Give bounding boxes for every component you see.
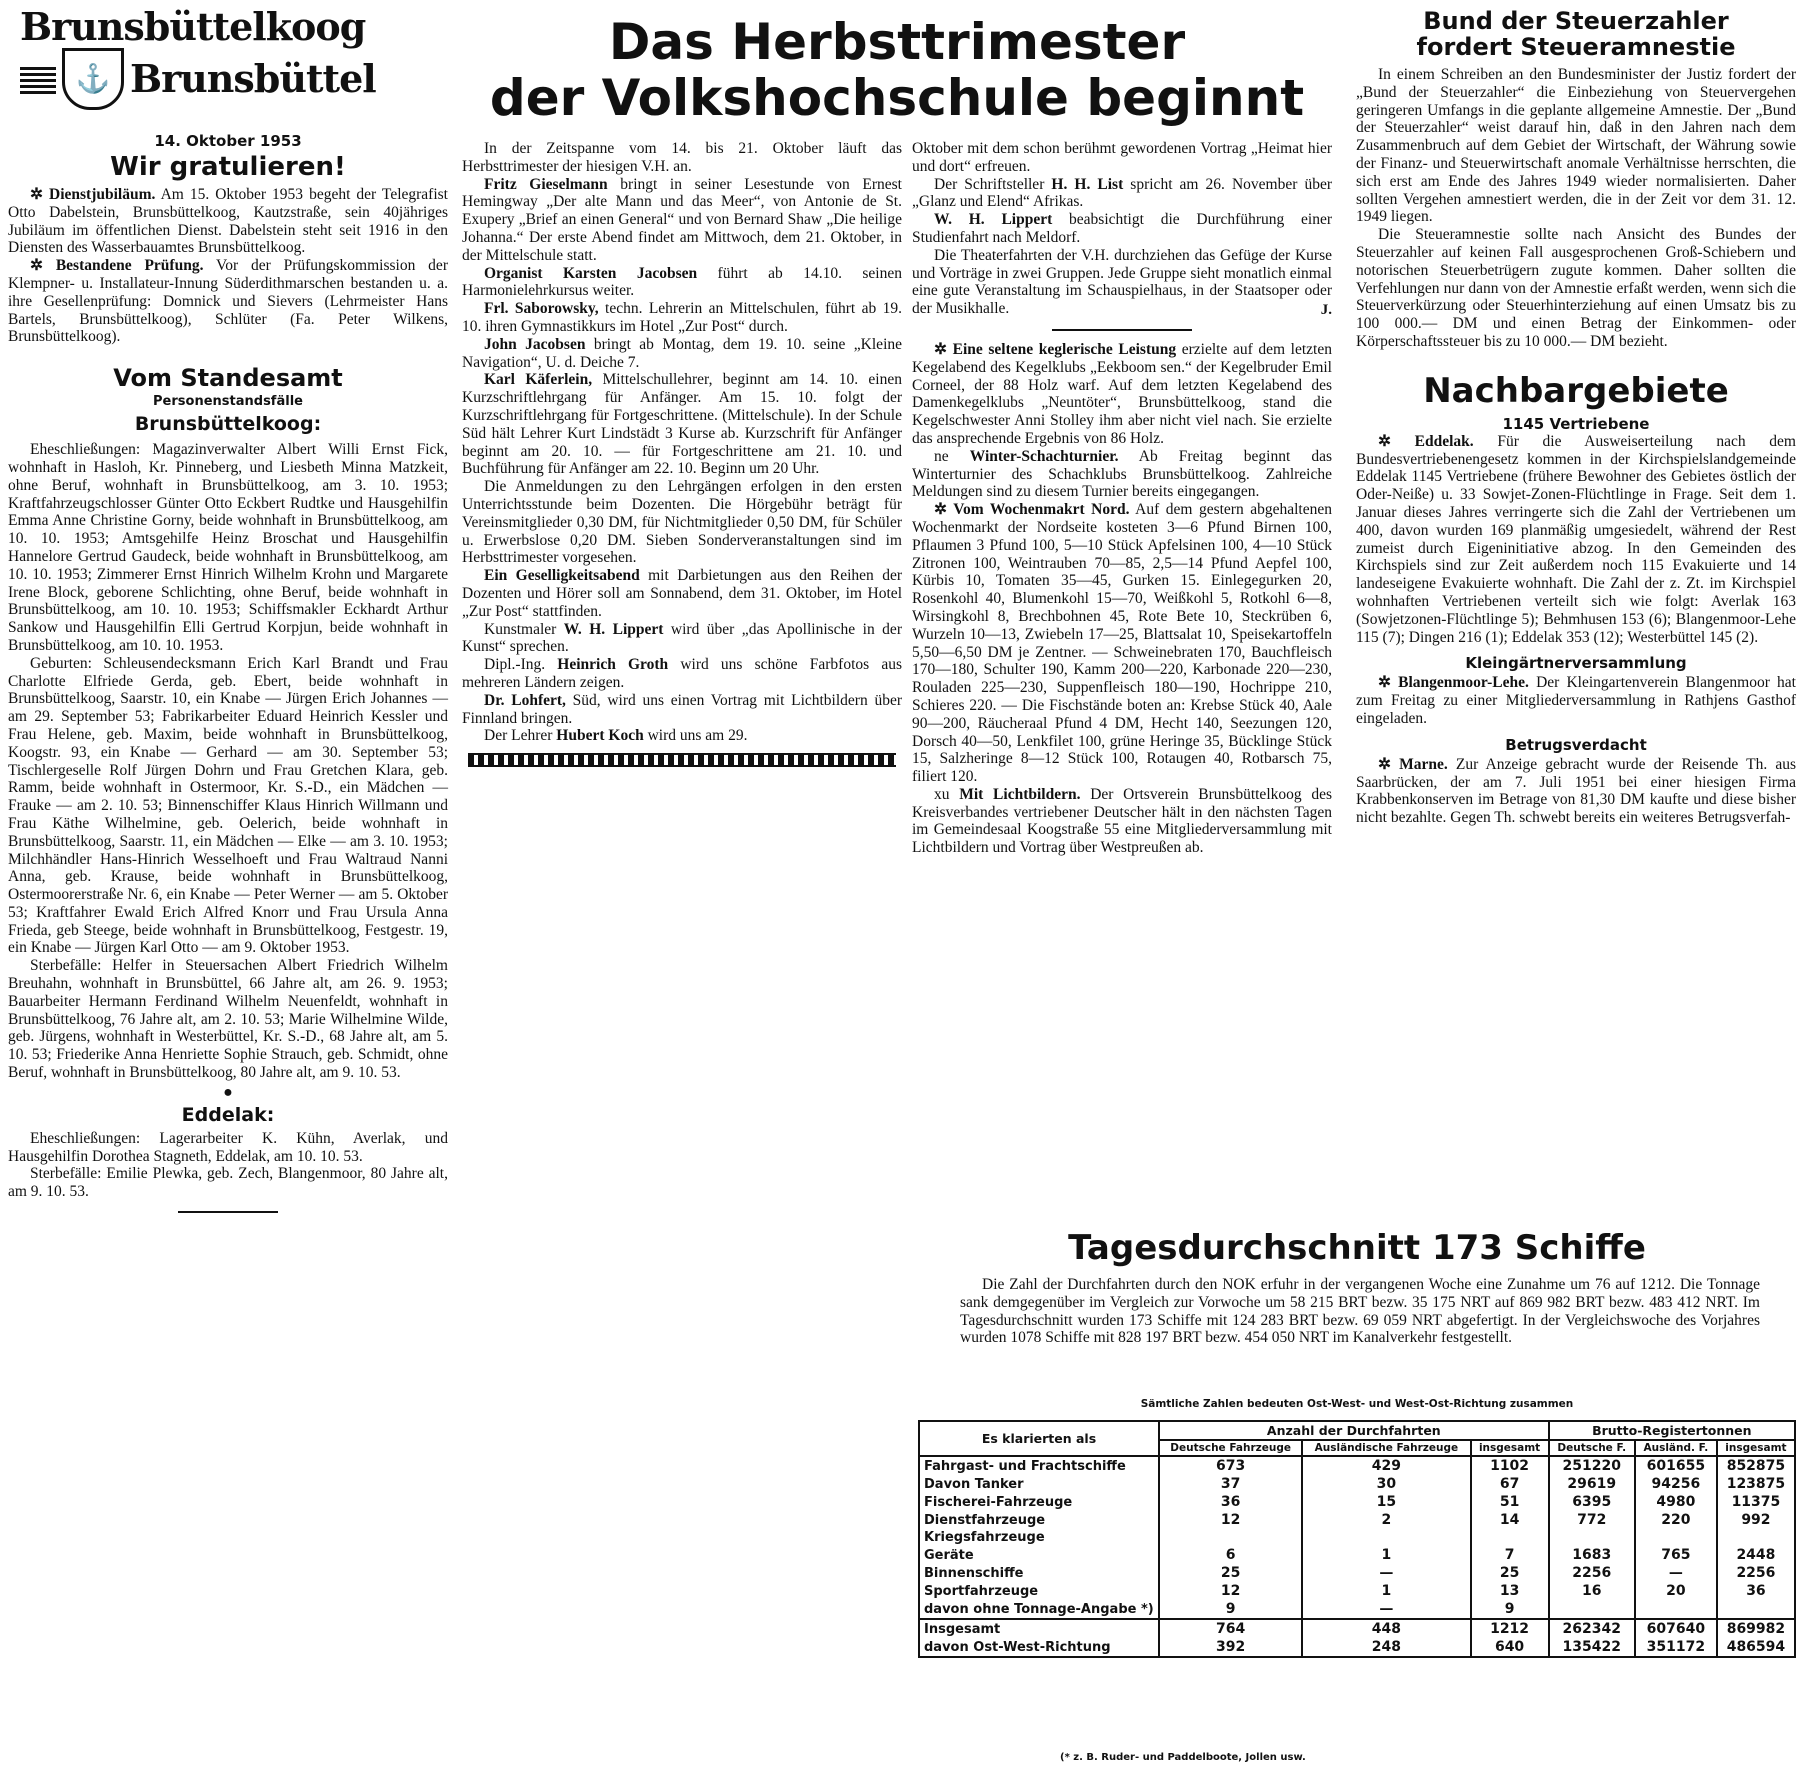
table-cell: 869982 bbox=[1717, 1619, 1795, 1638]
ornamental-divider bbox=[468, 753, 896, 767]
column-vhs bbox=[462, 140, 902, 775]
table-cell: 220 bbox=[1635, 1511, 1717, 1529]
vhs-koch: Der Lehrer Hubert Koch wird uns am 29. bbox=[484, 727, 748, 745]
subhead-personenstand: Personenstandsfälle bbox=[153, 394, 303, 410]
column-local-news: 14. Oktober 1953 Wir gratulieren! ✲ Dienstjubiläum. Am 15. Oktober 1953 begeht der Telegrafist Otto Dabelstein, Brunsbüttelkoog, Kautzstraße, sein 40jähriges Jubiläum im öffentlichen Dienst. Dabelstein steht seit 1916 in den Diensten des Wasserbauamtes Brunsbüttelkoog. ✲ Bestandene Prüfung. Vor der Prüfungskommission der Klempner- u. Installateur-Innung Süderdithmarschen bestanden u. a. ihre Gesellenprüfung: Domnick und Sievers (Lehrmeister Hans Bartels, Brunsbüttelkoog), Schlüter (Fa. Peter Wilkens, Brunsbüttelkoog). Vom Standesamt Personenstandsfälle Brunsbüttelkoog: Eheschließungen: Magazinverwalter Albert Willi Ernst Fick, wohnhaft in Hasloh, Kr. Pinneberg, und Liesbeth Minna Matzkeit, ohne Beruf, wohnhaft in Brunsbüttelkoog, am 3. 10. 1953; Kraftfahrzeugschlosser Günter Otto Eckbert Rudtke und Hausgehilfin Emma Anne Christine Gorny, beide wohnhaft in Brunsbüttelkoog, am 10. 10. 1953; Amtsgehilfe Heinz Broschat und Hausgehilfin Hannelore Gertrud Gaudeck, beide wohnhaft in Brunsbüttelkoog, am 10. 10. 1953; Zimmerer Ernst Hinrich Wilhelm Krohn und Margarete Irene Block, geborene Schlichting, ohne Beruf, beide wohnhaft in Brunsbüttelkoog, am 10. 10. 1953; Schiffsmakler Eckhardt Arthur Sankow und Hausgehilfin Elli Gertrud Korpjun, beide wohnhaft in Brunsbüttelkoog, am 10. 10. 1953. Geburten: Schleusendecksmann Erich Karl Brandt und Frau Charlotte Elfriede Gerda, geb. Ebert, beide wohnhaft in Brunsbüttelkoog, Saarstr. 10, ein Knabe — Jürgen Erich Johannes — am 29. September 53; Fabrikarbeiter Eduard Heinrich Kessler und Frau Helene, geb. Maxim, beide wohnhaft in Brunsbüttelkoog, Koogstr. 93, ein Knabe — Gerhard — am 30. September 53; Tischlergeselle Rolf Jürgen Dohrn und Frau Gretchen Klara, geb. Ramm, beide wohnhaft in Ostermoor, Kr. S.-D., ein Mädchen — Frauke — am 2. 10. 53; Binnenschiffer Klaus Hinrich Willmann und Frau Käthe Wilhelmine, geb. Oelerich, beide wohnhaft in Brunsbüttelkoog, Saarstr. 11, ein Mädchen — Elke — am 3. 10. 1953; Milchhändler Hans-Hinrich Wesselhoeft und Frau Waltraud Nanni Anna, geb. Krause, beide wohnhaft in Brunsbüttelkoog, Ostermoorerstraße Nr. 6, ein Knabe — Peter Werner — am 5. Oktober 53; Kraftfahrer Ewald Erich Alfred Knorr und Frau Ursula Anna Frieda, geb Steege, beide wohnhaft in Brunsbüttelkoog, Festgestr. 19, ein Knabe — Jürgen Karl Otto — am 9. Oktober 1953. Sterbefälle: Helfer in Steuersachen Albert Friedrich Wilhelm Breuhahn, wohnhaft in Brunsbüttel, 66 Jahre alt, am 26. 9. 1953; Bauarbeiter Hermann Ferdinand Wilhelm Neuenfeldt, wohnhaft in Brunsbüttelkoog, 76 Jahre alt, am 2. 10. 53; Marie Wilhelmine Wilde, geb. Jürgens, wohnhaft in Westerbüttel, Kr. S.-D., 68 Jahre alt, am 5. 10. 53; Friederike Anna Henriette Sophie Strauch, geb. Schmidt, ohne Beruf, wohnhaft in Brunsbüttelkoog, 80 Jahre alt, am 9. 10. 53. ● Eddelak: Eheschließungen: Lagerarbeiter K. Kühn, Averlak, und Hausgehilfin Dorothea Stagneth, Eddelak, am 10. 10. 53. Sterbefälle: Emilie Plewka, geb. Zech, Blangenmoor, 80 Jahre alt, am 9. 10. 53. bbox=[8, 128, 448, 1223]
row-label: davon Ost-West-Richtung bbox=[919, 1638, 1159, 1657]
table-cell: 248 bbox=[1302, 1638, 1470, 1657]
item-schach: ne Winter-Schachturnier. Ab Freitag beginnt das Winterturnier des Schachklubs Brunsbüttelkoog. Zahlreiche Meldungen sind zu diesem Turnier bereits eingegangen. bbox=[912, 447, 1332, 501]
row-label: Binnenschiffe bbox=[919, 1564, 1159, 1582]
table-cell: 448 bbox=[1302, 1619, 1470, 1638]
table-row bbox=[919, 1582, 1795, 1600]
table-cell: 486594 bbox=[1717, 1638, 1795, 1657]
vhs-gieselmann: Fritz Gieselmann bringt in seiner Lesestunde von Ernest Hemingway „Der alte Mann und das Meer“, von Antonie de St. Exupery „Brief an einen General“ und von Bernard Shaw „Die heilige Johanna.“ Der erste Abend findet am Mittwoch, dem 21. Oktober, in der Mittelschule statt. bbox=[462, 175, 902, 264]
table-cell: — bbox=[1302, 1564, 1470, 1582]
row-label: Sportfahrzeuge bbox=[919, 1582, 1159, 1600]
table-cell: 1212 bbox=[1471, 1619, 1549, 1638]
masthead bbox=[20, 6, 400, 121]
sterbefaelle-2: Sterbefälle: Emilie Plewka, geb. Zech, Blangenmoor, 80 Jahre alt, am 9. 10. 53. bbox=[8, 1165, 448, 1201]
table-cell: 673 bbox=[1159, 1456, 1302, 1475]
item-dienstjubilaeum: ✲ Dienstjubiläum. Am 15. Oktober 1953 begeht der Telegrafist Otto Dabelstein, Brunsbüttelkoog, Kautzstraße, sein 40jähriges Jubiläum im öffentlichen Dienst. Dabelstein steht seit 1916 in den Diensten des Wasserbauamtes Brunsbüttelkoog. bbox=[8, 186, 448, 257]
vhs-lohfert: Dr. Lohfert, Süd, wird uns einen Vortrag mit Lichtbildern über Finnland bringen. bbox=[462, 691, 902, 727]
th-sub: Deutsche F. bbox=[1549, 1440, 1635, 1456]
table-cell: 7 bbox=[1471, 1546, 1549, 1564]
table-cell: 764 bbox=[1159, 1619, 1302, 1638]
vhs-lippert-fahrt: W. H. Lippert beabsichtigt die Durchführung einer Studienfahrt nach Meldorf. bbox=[912, 211, 1332, 246]
table-cell bbox=[1302, 1529, 1470, 1546]
coat-of-arms-icon: ⚓ bbox=[62, 48, 124, 110]
table-cell: 67 bbox=[1471, 1475, 1549, 1493]
item-eddelak: ✲ Eddelak. Für die Ausweiserteilung nach dem Bundesvertriebenengesetz kommen in der Kirchspielslandgemeinde Eddelak 1145 Vertriebene (frühere Bewohner des Gebietes östlich der Oder-Neiße) u. 33 Sowjet-Zonen-Flüchtlinge in Frage. Seit dem 1. Januar dieses Jahres verringerte sich die Zahl der Vertriebenen um 400, davon wurden 169 planmäßig umgesiedelt, während der Rest zumeist durch Eigeninitiative abzog. In den Gemeinden des Kirchspiels sind zur Zeit außerdem noch 115 Evakuierte und 14 landeseigene Evakuierte wohnhaft. Die Zahl der z. Zt. im Kirchspiel wohnhaften Vertriebenen verteilt sich wie folgt: Averlak 163 (Sowjetzonen-Flüchtlinge 5); Behmhusen 153 (6); Blangenmoor-Lehe 115 (7); Dingen 216 (1); Eddelak 353 (12); Westerbüttel 145 (2). bbox=[1356, 432, 1796, 646]
subhead-kleingaertner: Kleingärtnerversammlung bbox=[1465, 654, 1687, 673]
table-row bbox=[919, 1564, 1795, 1582]
subhead-eddelak: Eddelak: bbox=[181, 1103, 275, 1126]
table-cell: 1 bbox=[1302, 1582, 1470, 1600]
item-lichtbilder: xu Mit Lichtbildern. Der Ortsverein Brunsbüttelkoog des Kreisverbandes vertriebener Deutscher hält in den nächsten Tagen im Gemeindesaal Koogstraße 55 eine Mitgliederversammlung mit Lichtbildern und Vortrag über Westpreußen ab. bbox=[912, 785, 1333, 857]
table-cell bbox=[1471, 1529, 1549, 1546]
table-row bbox=[919, 1493, 1795, 1511]
geburten: Geburten: Schleusendecksmann Erich Karl Brandt und Frau Charlotte Elfriede Gerda, geb. Ebert, beide wohnhaft in Brunsbüttelkoog, Saarstr. 10, ein Knabe — Jürgen Erich Johannes — am 29. September 53; Fabrikarbeiter Eduard Heinrich Kessler und Frau Helene, geb. Maxim, beide wohnhaft in Brunsbüttelkoog, Koogstr. 93, ein Knabe — Gerhard — am 30. September 53; Tischlergeselle Rolf Jürgen Dohrn und Frau Gretchen Klara, geb. Ramm, beide wohnhaft in Ostermoor, Kr. S.-D., ein Mädchen — Frauke — am 2. 10. 53; Binnenschiffer Klaus Hinrich Willmann und Frau Käthe Wilhelmine, geb. Oelerich, beide wohnhaft in Brunsbüttelkoog, Saarstr. 11, ein Mädchen — Elke — am 3. 10. 1953; Milchhändler Hans-Hinrich Wesselhoeft und Frau Waltraud Nanni Anna, geb. Krause, beide wohnhaft in Brunsbüttelkoog, Ostermoorerstraße Nr. 6, ein Knabe — Peter Werner — am 5. Oktober 53; Kraftfahrer Ewald Erich Alfred Knorr und Frau Ursula Anna Frieda, geb Steege, beide wohnhaft in Brunsbüttelkoog, Festgestr. 19, ein Knabe — Jürgen Karl Otto — am 9. Oktober 1953. bbox=[8, 654, 448, 957]
table-cell: 12 bbox=[1159, 1582, 1302, 1600]
table-row bbox=[919, 1529, 1795, 1546]
eheschliessungen-1: Eheschließungen: Magazinverwalter Albert Willi Ernst Fick, wohnhaft in Hasloh, Kr. Pinneberg, und Liesbeth Minna Matzkeit, ohne Beruf, wohnhaft in Brunsbüttelkoog, am 3. 10. 1953; Kraftfahrzeugschlosser Günter Otto Eckbert Rudtke und Hausgehilfin Emma Anne Christine Gorny, beide wohnhaft in Brunsbüttelkoog, am 10. 10. 1953; Amtsgehilfe Heinz Broschat und Hausgehilfin Hannelore Gertrud Gaudeck, beide wohnhaft in Brunsbüttelkoog, am 10. 10. 1953; Zimmerer Ernst Hinrich Wilhelm Krohn und Margarete Irene Block, geborene Schlichting, ohne Beruf, beide wohnhaft in Brunsbüttelkoog, am 10. 10. 1953; Schiffsmakler Eckhardt Arthur Sankow und Hausgehilfin Elli Gertrud Korpjun, beide wohnhaft in Brunsbüttelkoog, am 10. 10. 1953. bbox=[8, 441, 448, 654]
table-caption: Sämtliche Zahlen bedeuten Ost-West- und West-Ost-Richtung zusammen bbox=[1140, 1398, 1574, 1410]
row-label: Dienstfahrzeuge bbox=[919, 1511, 1159, 1529]
table-cell: 14 bbox=[1471, 1511, 1549, 1529]
table-cell: 36 bbox=[1717, 1582, 1795, 1600]
row-label: Kriegsfahrzeuge bbox=[919, 1529, 1159, 1546]
table-cell bbox=[1159, 1529, 1302, 1546]
table-cell bbox=[1717, 1600, 1795, 1619]
th-brutto: Brutto-Registertonnen bbox=[1549, 1421, 1795, 1440]
row-label: Fahrgast- und Frachtschiffe bbox=[919, 1456, 1159, 1475]
subhead-brunsbuettelkoog: Brunsbüttelkoog: bbox=[134, 413, 322, 436]
table-cell: 6395 bbox=[1549, 1493, 1635, 1511]
table-cell: 992 bbox=[1717, 1511, 1795, 1529]
table-cell: 135422 bbox=[1549, 1638, 1635, 1657]
table-cell: 9 bbox=[1471, 1600, 1549, 1619]
item-wochenmarkt: ✲ Vom Wochenmakrt Nord. Auf dem gestern abgehaltenen Wochenmarkt der Nordseite kosteten 3—6 Pfund Birnen 100, Pflaumen 3 Pfund 100, 5—10 Stück Apfelsinen 100, 4—10 Stück Zitronen 100, Weintrauben 70—85, 2,5—14 Pfund Aepfel 100, Kürbis 10, Tomaten 35—45, Gurken 15. Einlegegurken 20, Rosenkohl 40, Blumenkohl 15—70, Weißkohl 5, Rotkohl 6—8, Wirsingkohl 8, Brechbohnen 45, Rote Bete 10, Steckrüben 6, Wurzeln 10—13, Zwiebeln 17—25, Blattsalat 10, Speisekartoffeln 5,50—6,50 DM je Zentner. — Schweinebraten 170, Bauchfleisch 170—180, Schulter 190, Kamm 200—220, Karbonade 220—230, Rouladen 225—230, Suppenfleisch 180—190, Hochrippe 210, Schieres 220. — Die Fischstände boten an: Krebse Stück 40, Aale 90—200, Räucheraal Pfund 4 DM, Hecht 140, Seezungen 120, Dorsch 40—50, Lenkfilet 100, grüne Heringe 35, Bücklinge Stück 15, Salzheringe 8—12 Stück 100, Rotaugen 40, Rotbarsch 75, filiert 120. bbox=[912, 501, 1332, 786]
table-cell: 94256 bbox=[1635, 1475, 1717, 1493]
table-cell: 123875 bbox=[1717, 1475, 1795, 1493]
column-misc bbox=[912, 140, 1332, 857]
table-cell bbox=[1717, 1529, 1795, 1546]
table-cell: 2448 bbox=[1717, 1546, 1795, 1564]
table-cell bbox=[1635, 1529, 1717, 1546]
vhs-koch-cont: Oktober mit dem schon berühmt gewordenen Vortrag „Heimat hier und dort“ erfreuen. bbox=[912, 140, 1332, 175]
vhs-groth: Dipl.-Ing. Heinrich Groth wird uns schöne Farbfotos aus mehreren Ländern zeigen. bbox=[462, 656, 902, 691]
table-cell: 640 bbox=[1471, 1638, 1549, 1657]
vhs-geselligkeit: Ein Geselligkeitsabend mit Darbietungen aus den Reihen der Dozenten und Hörer soll am Sonnabend, dem 31. Oktober, im Hotel „Zur Post“ stattfinden. bbox=[462, 567, 902, 620]
table-cell: 601655 bbox=[1635, 1456, 1717, 1475]
vhs-intro: In der Zeitspanne vom 14. bis 21. Oktober läuft das Herbsttrimester der hiesigen V.H. an. bbox=[462, 140, 902, 175]
headline-gratulieren: Wir gratulieren! bbox=[110, 152, 346, 182]
vhs-signature: J. bbox=[1320, 301, 1332, 318]
th-klarierten: Es klarierten als bbox=[919, 1421, 1159, 1456]
table-cell: 351172 bbox=[1635, 1638, 1717, 1657]
headline-standesamt: Vom Standesamt bbox=[113, 364, 343, 393]
table-row bbox=[919, 1511, 1795, 1529]
vhs-theater: Die Theaterfahrten der V.H. durchziehen das Gefüge der Kurse und Vorträge in zwei Gruppen. Jede Gruppe sieht monatlich einmal eine gute Veranstaltung im Schauspielhaus, in der Staatsoper oder der Musikhalle. bbox=[912, 246, 1332, 318]
table-row bbox=[919, 1475, 1795, 1493]
table-row bbox=[919, 1456, 1795, 1475]
row-label: Insgesamt bbox=[919, 1619, 1159, 1638]
table-cell: 429 bbox=[1302, 1456, 1470, 1475]
steuer-p1: In einem Schreiben an den Bundesminister der Justiz fordert der „Bund der Steuerzahler“ die Einbeziehung von Steuervergehen geringeren Umfangs in die geplante allgemeine Amnestie. Der „Bund der Steuerzahler“ weist darauf hin, daß in den Jahren nach dem Zusammenbruch auf dem Gebiet der Wirtschaft, der Währung sowie der Finanz- und Steuerwirtschaft anomale Verhältnisse herrschten, die sich erst am Ende des Jahres 1949 wieder normalisierten. Daher sollten Vergehen amnestiert werden, die in der Zeit vor dem 31. 12. 1949 liegen. bbox=[1356, 66, 1796, 226]
item-marne: ✲ Marne. Zur Anzeige gebracht wurde der Reisende Th. aus Saarbrücken, der am 7. Juli 1951 bei einer hiesigen Firma Krabbenkonserven im Betrage von 81,30 DM kaufte und diese bisher nicht bezahlte. Gegen Th. schwebt bereits ein weiteres Betrugsverfah- bbox=[1356, 755, 1796, 827]
th-sub: Deutsche Fahrzeuge bbox=[1159, 1440, 1302, 1456]
table-cell: 1102 bbox=[1471, 1456, 1549, 1475]
table-cell: 9 bbox=[1159, 1600, 1302, 1619]
row-label: Davon Tanker bbox=[919, 1475, 1159, 1493]
vhs-kaeferlein: Karl Käferlein, Mittelschullehrer, beginnt am 14. 10. einen Kurzschriftlehrgang für Anfänger. Am 15. 10. folgt der Kurzschriftlehrgang für Fortgeschrittene. (Mittelschule). In der Schule Süd hält Lehrer Kurt Lindstädt 3 Kurse ab. Kurzschrift für Anfänger beginnt am 20. 10. — für Fortgeschrittene am 21. 10. und Buchführung für Anfänger am 22. 10. Beginn um 20 Uhr. bbox=[462, 371, 902, 478]
table-cell: 16 bbox=[1549, 1582, 1635, 1600]
table-cell: — bbox=[1635, 1564, 1717, 1582]
table-cell: 12 bbox=[1159, 1511, 1302, 1529]
table-cell: 852875 bbox=[1717, 1456, 1795, 1475]
item-kegel: ✲ Eine seltene keglerische Leistung erzielte auf dem letzten Kegelabend des Kegelklubs „Eekboom sen.“ der Kegelbruder Emil Corneel, der 88 Holz warf. Auf dem letzten Kegelabend des Damenkegelklubs „Neuntöter“, Brunsbüttelkoog, stand die Kegelschwester Anni Stolley ihm aber nicht viel nach. Sie erzielte das ansprechende Ergebnis von 86 Holz. bbox=[912, 340, 1332, 447]
table-cell: 1 bbox=[1302, 1546, 1470, 1564]
sterbefaelle-1: Sterbefälle: Helfer in Steuersachen Albert Friedrich Wilhelm Breuhahn, wohnhaft in Brunsbüttel, 66 Jahre alt, am 26. 9. 1953; Bauarbeiter Hermann Ferdinand Wilhelm Neuenfeldt, wohnhaft in Brunsbüttelkoog, 76 Jahre alt, am 2. 10. 53; Marie Wilhelmine Wilde, geb. Jürgens, wohnhaft in Westerbüttel, Kr. S.-D., 68 Jahre alt, am 5. 10. 53; Friederike Anna Henriette Sophie Strauch, geb. Schmidt, ohne Beruf, wohnhaft in Brunsbüttelkoog, 80 Jahre alt, am 9. 10. 53. bbox=[8, 957, 448, 1082]
vhs-lippert: Kunstmaler W. H. Lippert wird über „das Apollinische in der Kunst“ sprechen. bbox=[462, 620, 902, 656]
table-cell: 2256 bbox=[1549, 1564, 1635, 1582]
table-cell: 765 bbox=[1635, 1546, 1717, 1564]
headline-nachbargebiete: Nachbargebiete bbox=[1423, 370, 1729, 411]
table-cell: 607640 bbox=[1635, 1619, 1717, 1638]
eheschliessungen-2: Eheschließungen: Lagerarbeiter K. Kühn, Averlak, und Hausgehilfin Dorothea Stagneth, Eddelak, am 10. 10. 53. bbox=[8, 1129, 448, 1165]
masthead-line1: Brunsbüttelkoog bbox=[20, 4, 366, 49]
masthead-line2: Brunsbüttel bbox=[130, 56, 376, 101]
issue-date: 14. Oktober 1953 bbox=[154, 132, 302, 150]
table-cell: 6 bbox=[1159, 1546, 1302, 1564]
table-row bbox=[919, 1600, 1795, 1619]
row-label: davon ohne Tonnage-Angabe *) bbox=[919, 1600, 1159, 1619]
th-sub: Ausländ. F. bbox=[1635, 1440, 1717, 1456]
item-pruefung: ✲ Bestandene Prüfung. Vor der Prüfungskommission der Klempner- u. Installateur-Innung Süderdithmarschen bestanden u. a. ihre Gesellenprüfung: Domnick und Sievers (Lehrmeister Hans Bartels, Brunsbüttelkoog), Schlüter (Fa. Peter Wilkens, Brunsbüttelkoog). bbox=[8, 257, 448, 346]
table-cell bbox=[1549, 1529, 1635, 1546]
subhead-betrug: Betrugsverdacht bbox=[1505, 735, 1647, 754]
table-row bbox=[919, 1619, 1795, 1638]
th-anzahl: Anzahl der Durchfahrten bbox=[1159, 1421, 1549, 1440]
vhs-saborowsky: Frl. Saborowsky, techn. Lehrerin an Mittelschulen, führt ab 19. 10. ihren Gymnastikkurs im Hotel „Zur Post“ durch. bbox=[462, 300, 902, 335]
table-cell: 36 bbox=[1159, 1493, 1302, 1511]
table-cell: 251220 bbox=[1549, 1456, 1635, 1475]
vhs-anmeldungen: Die Anmeldungen zu den Lehrgängen erfolgen in den ersten Unterrichtsstunde beim Dozenten. Die Hörgebühr beträgt für Vereinsmitglieder 0,30 DM, für Nichtmitglieder 0,50 DM, für Schüler u. Erwerbslose 0,20 DM. Sieben Sonderveranstaltungen sind im Herbsttrimester vorgesehen. bbox=[462, 478, 902, 567]
table-cell bbox=[1635, 1600, 1717, 1619]
row-label: Geräte bbox=[919, 1546, 1159, 1564]
table-cell: 2256 bbox=[1717, 1564, 1795, 1582]
table-cell: 20 bbox=[1635, 1582, 1717, 1600]
vhs-john-jacobsen: John Jacobsen bringt ab Montag, dem 19. 10. seine „Kleine Navigation“, U. d. Deiche 7. bbox=[462, 335, 902, 371]
table-cell: 392 bbox=[1159, 1638, 1302, 1657]
table-cell: 262342 bbox=[1549, 1619, 1635, 1638]
headline-vhs: Das Herbsttrimester der Volkshochschule beginnt bbox=[489, 13, 1305, 127]
headline-steuer: Bund der Steuerzahler fordert Steueramnestie bbox=[1416, 7, 1736, 61]
table-footnote: (* z. B. Ruder- und Paddelboote, Jollen usw. bbox=[1060, 1752, 1306, 1763]
table-cell: 25 bbox=[1159, 1564, 1302, 1582]
table-cell: 51 bbox=[1471, 1493, 1549, 1511]
table-row bbox=[919, 1638, 1795, 1657]
steuer-p2: Die Steueramnestie sollte nach Ansicht des Bundes der Steuerzahler auf keinen Fall ausgesprochenen Groß-Schiebern und notorischen Steuerbetrügern zugute kommen. Daher sollten die Verfehlungen nur dann von der Amnestie erfaßt werden, wenn sich die Steuerverkürzung oder Steuerhinterziehung auf einen Umsatz bis zu 100 000.— DM und einen Betrag der Einkommen- oder Körperschaftssteuer bis zu 10 000.— DM bezieht. bbox=[1356, 226, 1796, 350]
table-cell: 772 bbox=[1549, 1511, 1635, 1529]
th-sub: insgesamt bbox=[1717, 1440, 1795, 1456]
table-cell: 11375 bbox=[1717, 1493, 1795, 1511]
item-blangenmoor: ✲ Blangenmoor-Lehe. Der Kleingartenverein Blangenmoor hat zum Freitag zu einer Mitgliederversammlung in Rathjens Gasthof eingeladen. bbox=[1356, 674, 1796, 727]
schiffe-table bbox=[918, 1420, 1796, 1658]
table-cell: 13 bbox=[1471, 1582, 1549, 1600]
table-cell: 37 bbox=[1159, 1475, 1302, 1493]
schiffe-text: Die Zahl der Durchfahrten durch den NOK erfuhr in der vergangenen Woche eine Zunahme um 76 auf 1212. Die Tonnage sank demgegenüber im Vergleich zur Vorwoche um 58 215 BRT bezw. 35 175 NRT auf 869 982 BRT bezw. 483 412 NRT. Im Tagesdurchschnitt wurden 173 Schiffe mit 124 283 BRT bezw. 69 059 NRT abgefertigt. In der Vergleichswoche des Vorjahres wurden 1078 Schiffe mit 828 197 BRT bezw. 454 050 NRT im Kanalverkehr festgestellt. bbox=[960, 1276, 1760, 1347]
table-cell: 2 bbox=[1302, 1511, 1470, 1529]
vhs-jacobsen: Organist Karsten Jacobsen führt ab 14.10. seinen Harmonielehrkursus weiter. bbox=[462, 264, 902, 300]
subhead-vertriebene: 1145 Vertriebene bbox=[1502, 414, 1650, 433]
th-sub: insgesamt bbox=[1471, 1440, 1549, 1456]
headline-schiffe: Tagesdurchschnitt 173 Schiffe bbox=[1068, 1228, 1646, 1268]
table-cell: 1683 bbox=[1549, 1546, 1635, 1564]
table-cell: 25 bbox=[1471, 1564, 1549, 1582]
vhs-list: Der Schriftsteller H. H. List spricht am 26. November über „Glanz und Elend“ Afrikas. bbox=[912, 175, 1333, 211]
row-label: Fischerei-Fahrzeuge bbox=[919, 1493, 1159, 1511]
table-cell: 30 bbox=[1302, 1475, 1470, 1493]
table-row bbox=[919, 1546, 1795, 1564]
table-cell: — bbox=[1302, 1600, 1470, 1619]
table-cell: 15 bbox=[1302, 1493, 1470, 1511]
table-cell: 29619 bbox=[1549, 1475, 1635, 1493]
th-sub: Ausländische Fahrzeuge bbox=[1302, 1440, 1470, 1456]
table-cell: 4980 bbox=[1635, 1493, 1717, 1511]
table-cell bbox=[1549, 1600, 1635, 1619]
column-regional bbox=[1356, 8, 1796, 827]
